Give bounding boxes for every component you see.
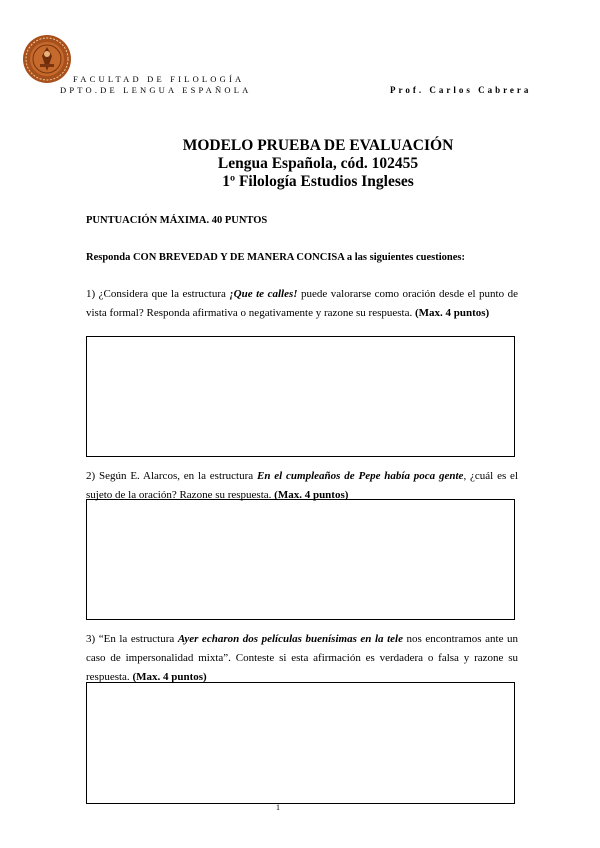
answer-box-2[interactable] (86, 499, 515, 620)
answer-box-1[interactable] (86, 336, 515, 457)
course-name: Lengua Española, cód. 102455 (217, 155, 419, 172)
question-1: 1) ¿Considera que la estructura ¡Que te calles! puede valorarse como oración desde el punto de vista formal? Responda afirmativa o negativamente y razone su respuesta. (Max. 4 puntos) (86, 288, 519, 319)
instructions: Responda CON BREVEDAD Y DE MANERA CONCISA a las siguientes cuestiones: (86, 252, 466, 263)
question-points: (Max. 4 puntos) (414, 307, 490, 319)
question-points: (Max. 4 puntos) (132, 671, 207, 683)
degree-name: 1º Filología Estudios Ingleses (222, 173, 414, 190)
question-points: (Max. 4 puntos) (274, 489, 349, 501)
document-title: MODELO PRUEBA DE EVALUACIÓN (182, 137, 454, 154)
page-number: 1 (276, 803, 280, 812)
professor-name: Prof. Carlos Cabrera (390, 85, 532, 95)
question-3: 3) “En la estructura Ayer echaron dos películas buenísimas en la tele nos encontramos ante un caso de impersonalidad mixta”. Conteste si esta afirmación es verdadera o falsa y razone su respuesta. (Max. 4 puntos) (86, 633, 519, 683)
max-score: PUNTUACIÓN MÁXIMA. 40 PUNTOS (86, 215, 268, 226)
answer-box-3[interactable] (86, 682, 515, 804)
question-2: 2) Según E. Alarcos, en la estructura En el cumpleaños de Pepe había poca gente, ¿cuál es el sujeto de la oración? Razone su respuesta. (Max. 4 puntos) (86, 470, 518, 501)
example-sentence: ¡Que te calles! (229, 288, 298, 300)
example-sentence: Ayer echaron dos películas buenísimas en la tele (177, 633, 403, 645)
department-name: DPTO.DE LENGUA ESPAÑOLA (60, 85, 252, 95)
example-sentence: En el cumpleaños de Pepe había poca gente (256, 470, 464, 482)
university-seal-icon (22, 34, 72, 84)
faculty-name: FACULTAD DE FILOLOGÍA (73, 74, 245, 84)
